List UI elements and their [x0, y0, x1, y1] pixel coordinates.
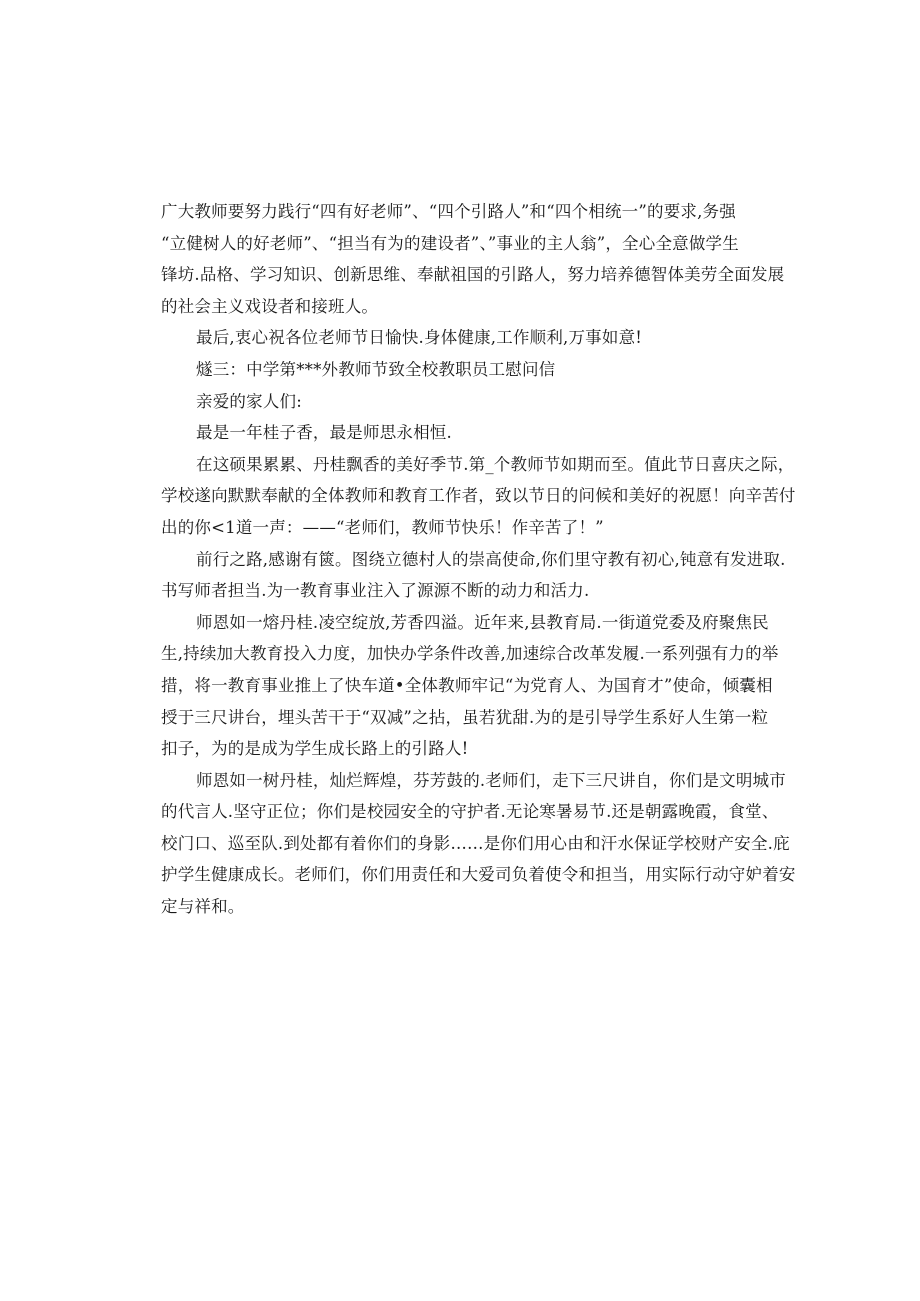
paragraph-line: 最是一年桂子香，最是师思永相恒. [196, 423, 452, 443]
salutation-line: 亲爱的家人们: [196, 391, 302, 411]
paragraph-line: 的代言人.坚守正位；你们是校园安全的守护者.无论寒暑易节.还是朝露晚霞，食堂、 [161, 802, 779, 822]
section-heading [161, 354, 761, 386]
paragraph-9 [161, 765, 796, 923]
paragraph-1 [161, 196, 785, 322]
section-title: 燧三：中学第***外教师节致全校教职员工慰问信 [196, 359, 556, 379]
paragraph-line: 最后,衷心祝各位老师节日愉快.身体健康,工作顺利,万事如意! [196, 328, 643, 348]
paragraph-8 [161, 607, 779, 765]
document-body [161, 196, 796, 923]
paragraph-line: 校门口、巡至队.到处都有着你们的身影……是你们用心由和汗水保证学校财产安全.庇 [161, 833, 790, 853]
paragraph-line: 授于三尺讲台，埋头苦干于“双减”之拈，虽若犹甜.为的是引导学生系好人生第一粒 [161, 707, 769, 727]
paragraph-7 [161, 544, 786, 607]
paragraph-line: 定与祥和。 [161, 897, 245, 917]
salutation [161, 386, 761, 418]
paragraph-5 [161, 417, 761, 449]
paragraph-line: 锋坊.品格、学习知识、创新思维、奉献祖国的引路人，努力培养德智体美劳全面发展 [161, 265, 785, 285]
paragraph-line: 扣子，为的是成为学生成长路上的引路人! [161, 739, 469, 759]
paragraph-line: 生,持续加大教育投入力度，加快办学条件改善,加速综合改革发履.一系列强有力的举 [161, 644, 779, 664]
paragraph-line: 措，将一教育事业推上了快车道•全体教师牢记“为党育人、为国育才”使命，倾囊相 [161, 675, 773, 695]
paragraph-line: 书写师者担当.为一教育事业注入了源源不断的动力和活力. [161, 581, 590, 601]
paragraph-line: 学校遂向默默奉献的全体教师和教育工作者，致以节日的问候和美好的祝愿！向辛苦付 [161, 486, 796, 506]
paragraph-line: 出的你<1道一声：——“老师们，教师节快乐！作辛苦了！” [161, 517, 604, 537]
paragraph-line: 护学生健康成长。老师们，你们用责任和大爱司负着使令和担当，用实际行动守妒着安 [161, 865, 796, 885]
paragraph-line: 的社会主义戏设者和接班人。 [161, 296, 379, 316]
paragraph-line: 师恩如一熔丹桂.凌空绽放,芳香四溢。近年来,县教育局.一街道党委及府聚焦民 [196, 612, 769, 632]
paragraph-line: 广大教师要努力践行“四有好老师”、“四个引路人”和“四个相统一”的要求,务强 [161, 202, 736, 221]
paragraph-line: “立健树人的好老师”、“担当有为的建设者”、”事业的主人翁”，全心全意做学生 [161, 233, 739, 253]
paragraph-line: 前行之路,感谢有篋。图绕立德村人的崇高使命,你们里守教有初心,钝意有发进取. [196, 549, 786, 569]
paragraph-line: 师恩如一树丹桂，灿烂辉煌，芬芳鼓的.老师们，走下三尺讲自，你们是文明城市 [196, 770, 786, 790]
paragraph-line: 在这硕果累累、丹桂飘香的美好季节.第_个教师节如期而至。值此节日喜庆之际， [196, 454, 795, 474]
paragraph-2 [161, 322, 761, 354]
paragraph-6 [161, 449, 796, 544]
